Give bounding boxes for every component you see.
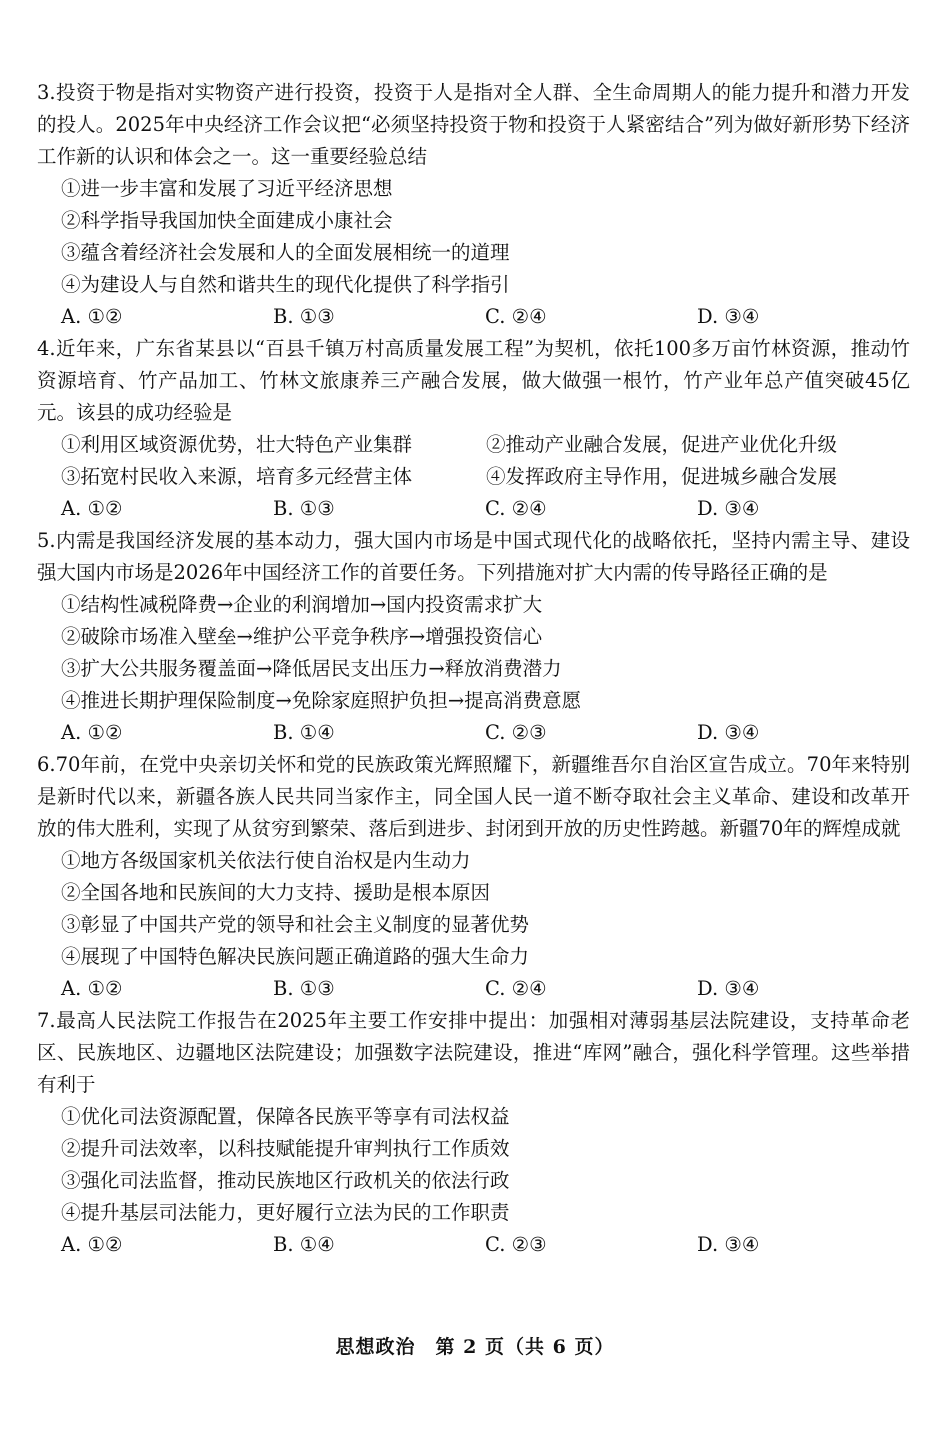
option-3: ③蕴含着经济社会发展和人的全面发展相统一的道理	[61, 241, 510, 264]
answer-choices	[37, 1229, 910, 1261]
question-stem	[37, 77, 910, 173]
question-text: 近年来，广东省某县以“百县千镇万村高质量发展工程”为契机，依托100多万亩竹林资源，推动竹资源培育、竹产品加工、竹林文旅康养三产融合发展，做大做强一根竹，竹产业年总产值突破45亿元。该县的成功经验是	[37, 337, 910, 424]
answer-d[interactable]: D. ③④	[697, 977, 760, 1000]
question-stem	[37, 333, 910, 429]
answer-c[interactable]: C. ②④	[485, 497, 547, 520]
question-text: 投资于物是指对实物资产进行投资，投资于人是指对全人群、全生命周期人的能力提升和潜力开发的投人。2025年中央经济工作会议把“必须坚持投资于物和投资于人紧密结合”列为做好新形势下经济工作新的认识和体会之一。这一重要经验总结	[37, 81, 910, 168]
option-1: ①利用区域资源优势，壮大特色产业集群	[61, 433, 413, 456]
answer-c[interactable]: C. ②④	[485, 977, 547, 1000]
answer-b[interactable]: B. ①③	[273, 497, 335, 520]
answer-choices	[37, 301, 910, 333]
question-6	[37, 749, 910, 1005]
question-number: 5.	[37, 529, 56, 552]
question-list	[37, 0, 910, 1261]
question-7	[37, 1005, 910, 1261]
question-stem	[37, 525, 910, 589]
answer-a[interactable]: A. ①②	[61, 497, 123, 520]
answer-d[interactable]: D. ③④	[697, 305, 760, 328]
answer-b[interactable]: B. ①③	[273, 977, 335, 1000]
option-2: ②科学指导我国加快全面建成小康社会	[61, 209, 393, 232]
option-3: ③拓宽村民收入来源，培育多元经营主体	[61, 465, 413, 488]
answer-choices	[37, 717, 910, 749]
option-4: ④展现了中国特色解决民族问题正确道路的强大生命力	[61, 945, 530, 968]
answer-d[interactable]: D. ③④	[697, 497, 760, 520]
option-4: ④提升基层司法能力，更好履行立法为民的工作职责	[61, 1201, 510, 1224]
answer-b[interactable]: B. ①③	[273, 305, 335, 328]
answer-c[interactable]: C. ②③	[485, 721, 547, 744]
answer-c[interactable]: C. ②③	[485, 1233, 547, 1256]
answer-a[interactable]: A. ①②	[61, 1233, 123, 1256]
question-text: 70年前，在党中央亲切关怀和党的民族政策光辉照耀下，新疆维吾尔自治区宣告成立。70年来特别是新时代以来，新疆各族人民共同当家作主，同全国人民一道不断夺取社会主义革命、建设和改革开放的伟大胜利，实现了从贫穷到繁荣、落后到进步、封闭到开放的历史性跨越。新疆70年的辉煌成就	[37, 753, 910, 840]
answer-a[interactable]: A. ①②	[61, 305, 123, 328]
answer-c[interactable]: C. ②④	[485, 305, 547, 328]
question-5	[37, 525, 910, 749]
answer-d[interactable]: D. ③④	[697, 721, 760, 744]
option-3: ③强化司法监督，推动民族地区行政机关的依法行政	[61, 1169, 510, 1192]
option-3: ③彰显了中国共产党的领导和社会主义制度的显著优势	[61, 913, 530, 936]
page-footer: 思想政治 第 2 页（共 6 页）	[335, 1336, 615, 1358]
option-2: ②全国各地和民族间的大力支持、援助是根本原因	[61, 881, 491, 904]
answer-choices	[37, 973, 910, 1005]
option-4: ④为建设人与自然和谐共生的现代化提供了科学指引	[61, 273, 510, 296]
option-grid	[37, 429, 910, 493]
question-3	[37, 77, 910, 333]
question-stem	[37, 749, 910, 845]
question-number: 4.	[37, 337, 56, 360]
answer-choices	[37, 493, 910, 525]
answer-b[interactable]: B. ①④	[273, 1233, 335, 1256]
answer-b[interactable]: B. ①④	[273, 721, 335, 744]
option-1: ①地方各级国家机关依法行使自治权是内生动力	[61, 849, 471, 872]
question-4	[37, 333, 910, 525]
option-1: ①优化司法资源配置，保障各民族平等享有司法权益	[61, 1105, 510, 1128]
question-text: 内需是我国经济发展的基本动力，强大国内市场是中国式现代化的战略依托，坚持内需主导、建设强大国内市场是2026年中国经济工作的首要任务。下列措施对扩大内需的传导路径正确的是	[37, 529, 910, 584]
option-2: ②提升司法效率，以科技赋能提升审判执行工作质效	[61, 1137, 510, 1160]
option-1: ①进一步丰富和发展了习近平经济思想	[61, 177, 393, 200]
question-number: 6.	[37, 753, 56, 776]
question-number: 3.	[37, 81, 56, 104]
question-text: 最高人民法院工作报告在2025年主要工作安排中提出：加强相对薄弱基层法院建设，支持革命老区、民族地区、边疆地区法院建设；加强数字法院建设，推进“库网”融合，强化科学管理。这些举措有利于	[37, 1009, 910, 1096]
answer-d[interactable]: D. ③④	[697, 1233, 760, 1256]
option-4: ④发挥政府主导作用，促进城乡融合发展	[486, 465, 838, 488]
option-2: ②推动产业融合发展，促进产业优化升级	[486, 433, 838, 456]
option-3: ③扩大公共服务覆盖面→降低居民支出压力→释放消费潜力	[61, 657, 562, 680]
option-2: ②破除市场准入壁垒→维护公平竞争秩序→增强投资信心	[61, 625, 543, 648]
question-number: 7.	[37, 1009, 56, 1032]
answer-a[interactable]: A. ①②	[61, 977, 123, 1000]
answer-a[interactable]: A. ①②	[61, 721, 123, 744]
option-4: ④推进长期护理保险制度→免除家庭照护负担→提高消费意愿	[61, 689, 582, 712]
question-stem	[37, 1005, 910, 1101]
option-1: ①结构性减税降费→企业的利润增加→国内投资需求扩大	[61, 593, 543, 616]
